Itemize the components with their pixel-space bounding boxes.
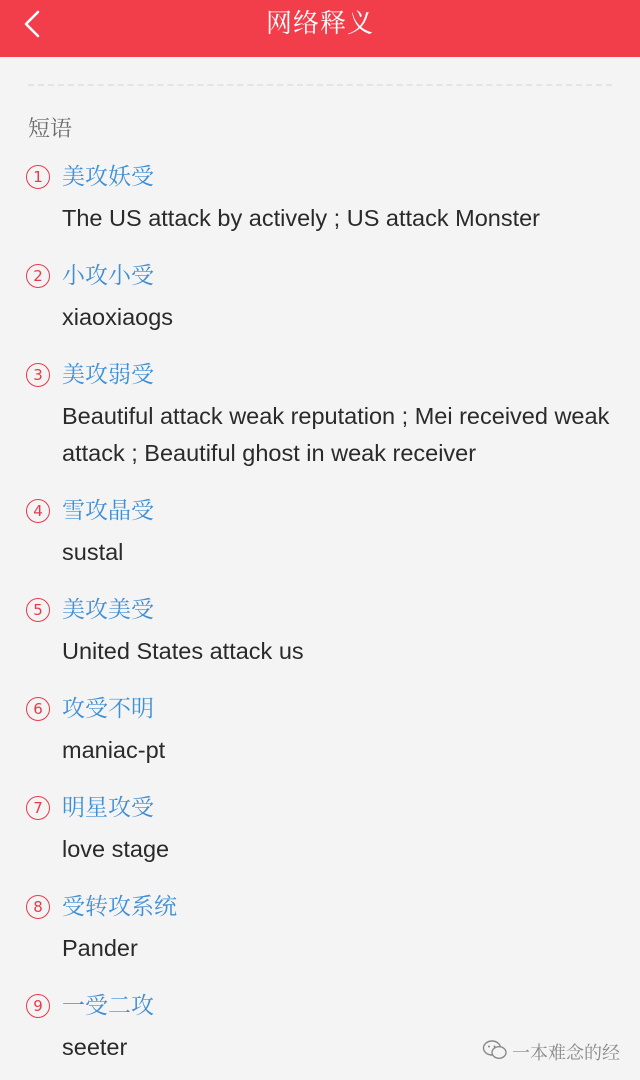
- phrase-meaning: xiaoxiaogs: [62, 304, 174, 330]
- phrase-meaning: United States attack us: [62, 638, 304, 664]
- item-number: 8: [26, 895, 50, 919]
- phrase-term[interactable]: 美攻美受: [62, 597, 154, 623]
- item-number: 3: [26, 363, 50, 387]
- phrase-meaning: maniac-pt: [62, 737, 166, 763]
- phrase-term[interactable]: 明星攻受: [62, 795, 154, 821]
- phrase-meaning: Beautiful attack weak reputation ; Mei received weak attack ; Beautiful ghost in weak receiver: [62, 403, 610, 466]
- phrase-term[interactable]: 美攻弱受: [62, 362, 154, 388]
- phrase-meaning: sustal: [62, 539, 124, 565]
- item-number: 9: [26, 994, 50, 1018]
- item-number: 5: [26, 598, 50, 622]
- phrase-term[interactable]: 小攻小受: [62, 263, 154, 289]
- item-number: 2: [26, 264, 50, 288]
- top-bar: [0, 0, 640, 57]
- phrase-term[interactable]: 受转攻系统: [62, 894, 177, 920]
- item-number: 6: [26, 697, 50, 721]
- section-title: 短语: [28, 117, 73, 142]
- phrase-meaning: Pander: [62, 935, 138, 961]
- divider: [28, 84, 612, 86]
- wechat-icon: [482, 1039, 512, 1070]
- phrase-meaning: seeter: [62, 1034, 128, 1060]
- phrase-term[interactable]: 雪攻晶受: [62, 498, 154, 524]
- watermark: [482, 1040, 620, 1068]
- item-number: 4: [26, 499, 50, 523]
- item-number: 7: [26, 796, 50, 820]
- watermark-text: 一本难念的经: [512, 1043, 620, 1064]
- phrase-term[interactable]: 攻受不明: [62, 696, 154, 722]
- item-number: 1: [26, 165, 50, 189]
- page-title: 网络释义: [265, 9, 374, 39]
- phrase-term[interactable]: 美攻妖受: [62, 164, 154, 190]
- phrase-term[interactable]: 一受二攻: [62, 993, 154, 1019]
- phrase-meaning: The US attack by actively ; US attack Monster: [62, 205, 541, 231]
- phrase-meaning: love stage: [62, 836, 170, 862]
